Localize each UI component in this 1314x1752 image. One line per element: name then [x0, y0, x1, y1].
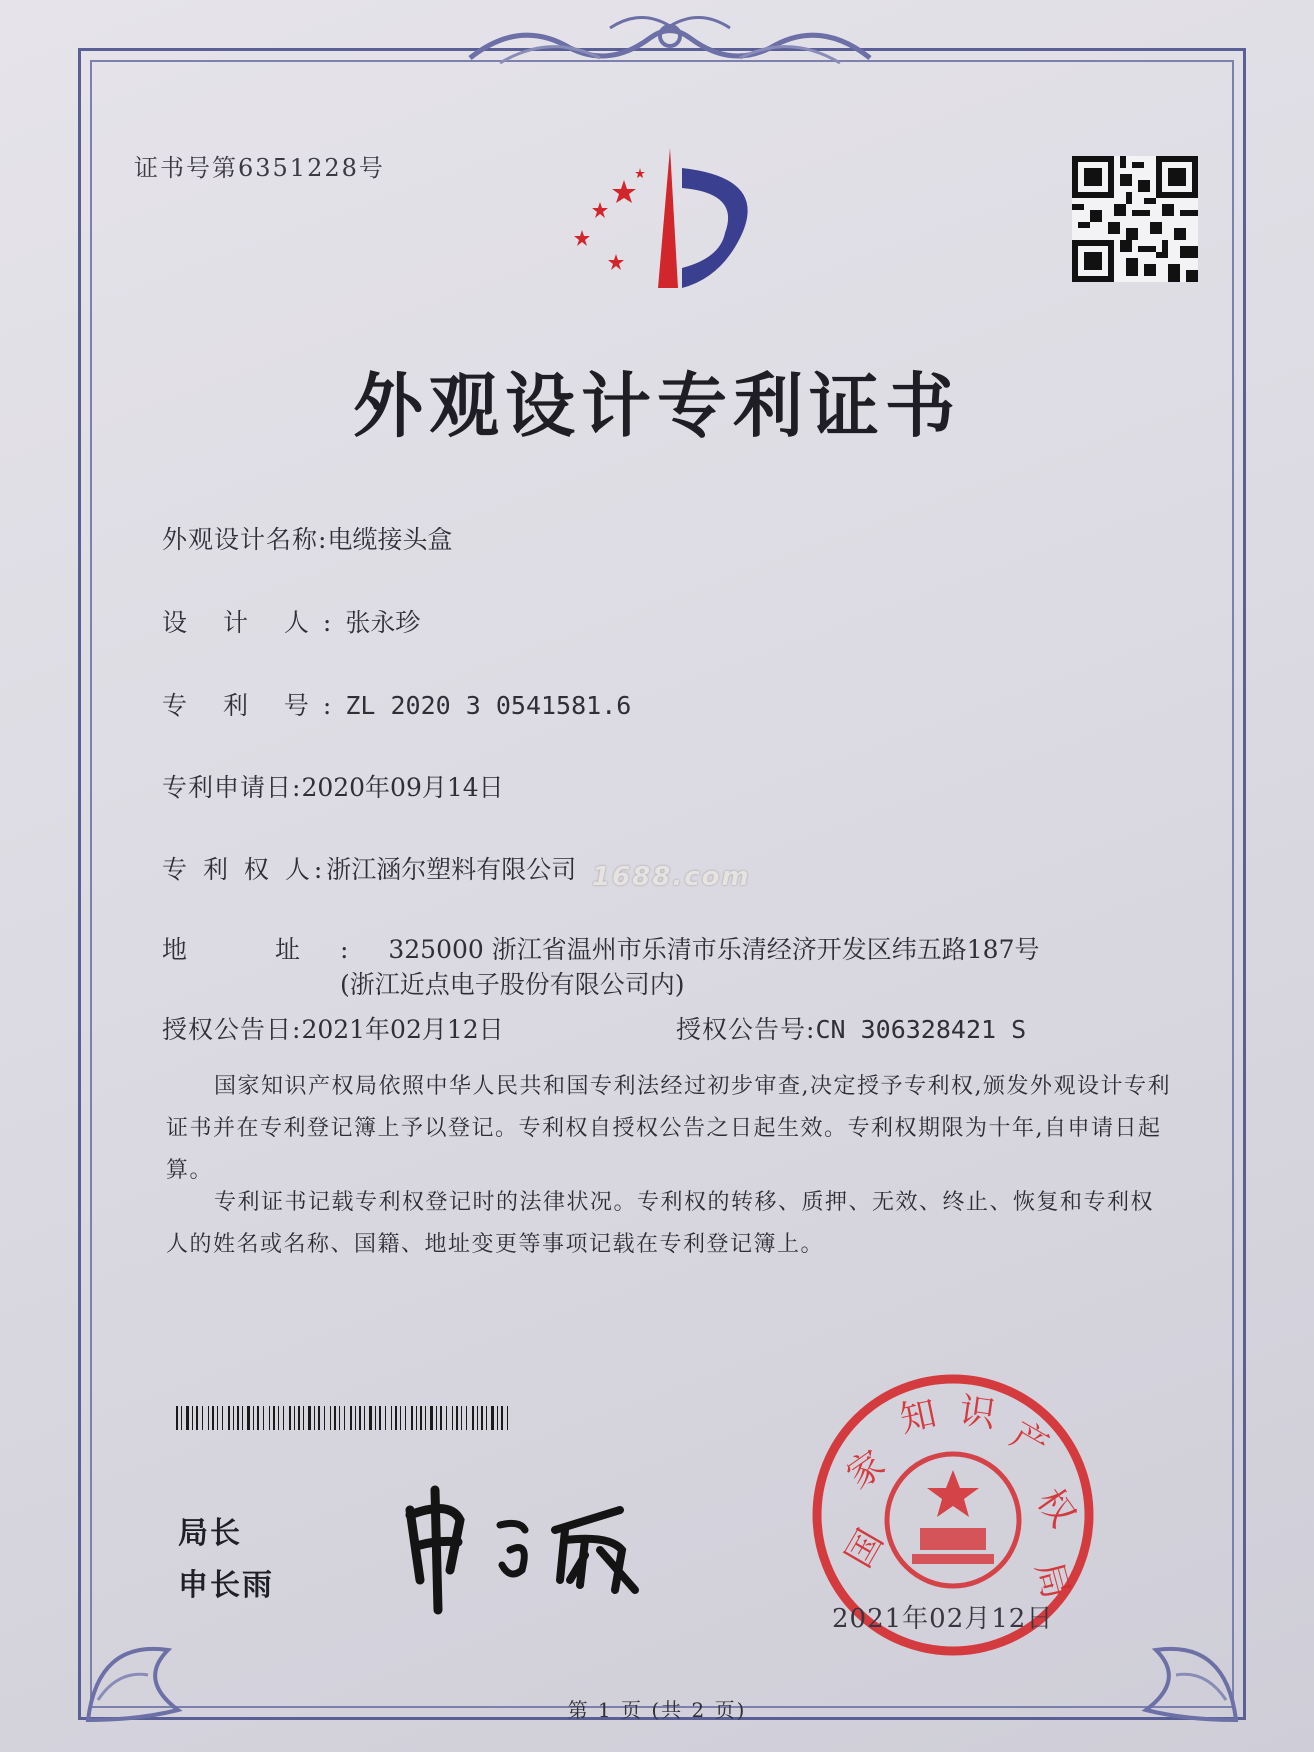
svg-text:权: 权 [1028, 1481, 1083, 1535]
grant-date-value: 2021年02月12日 [301, 1015, 504, 1044]
svg-text:知: 知 [896, 1393, 941, 1441]
grant-date-field [162, 1010, 504, 1046]
svg-text:国: 国 [838, 1522, 892, 1575]
svg-text:识: 识 [956, 1390, 999, 1436]
barcode-icon [176, 1406, 516, 1430]
address-line1: 325000 浙江省温州市乐清市乐清经济开发区纬五路187号 [388, 935, 1040, 964]
body-paragraph-1: 国家知识产权局依照中华人民共和国专利法经过初步审查,决定授予专利权,颁发外观设计专利证书并在专利登记簿上予以登记。专利权自授权公告之日起生效。专利权期限为十年,自申请日起算。 [166, 1074, 1171, 1183]
designer-field [162, 603, 420, 639]
patent-number-label: 专 利 号: [162, 691, 346, 720]
design-name-value: 电缆接头盒 [327, 525, 453, 554]
address-line2-row [340, 965, 685, 1001]
filing-date-value: 2020年09月14日 [301, 773, 504, 802]
svg-text:产: 产 [1003, 1414, 1056, 1468]
certificate-number: 证书号第6351228号 [134, 154, 385, 182]
grant-date-label: 授权公告日: [162, 1015, 302, 1044]
grant-number-label: 授权公告号: [676, 1015, 816, 1044]
director-name: 申长雨 [178, 1568, 274, 1603]
qr-code-icon [1072, 156, 1198, 282]
top-ornament-icon [460, 8, 880, 78]
body-paragraph-2: 专利证书记载专利权登记时的法律状况。专利权的转移、质押、无效、终止、恢复和专利权人的姓名或名称、国籍、地址变更等事项记载在专利登记簿上。 [166, 1190, 1155, 1257]
patentee-label: 专 利 权 人: [162, 855, 327, 884]
grant-number-field [676, 1010, 1026, 1046]
seal-date: 2021年02月12日 [832, 1604, 1054, 1634]
svg-text:家: 家 [839, 1443, 893, 1498]
svg-text:局: 局 [1027, 1557, 1077, 1604]
grant-number-value: CN 306328421 S [815, 1015, 1027, 1044]
design-name-label: 外观设计名称: [162, 525, 328, 554]
patent-number-value: ZL 2020 3 0541581.6 [345, 691, 632, 720]
certificate-title: 外观设计专利证书 [353, 365, 961, 447]
filing-date-label: 专利申请日: [162, 773, 302, 802]
patent-number-field [162, 686, 631, 722]
designer-label: 设 计 人: [162, 608, 346, 637]
patentee-value: 浙江涵尔塑料有限公司 [326, 855, 577, 884]
filing-date-field [162, 768, 504, 804]
address-label: 地 址: [162, 935, 389, 964]
page-number-footer: 第 1 页 (共 2 页) [567, 1698, 747, 1722]
design-name-field [162, 520, 452, 556]
cnipa-emblem-icon [560, 138, 780, 298]
address-line2: (浙江近点电子股份有限公司内) [340, 970, 685, 999]
patentee-field [162, 850, 576, 886]
director-signature-icon [390, 1470, 690, 1620]
designer-value: 张永珍 [345, 608, 421, 637]
director-title: 局长 [178, 1516, 242, 1551]
address-field [162, 930, 1039, 966]
watermark-text: 1688.com [592, 862, 751, 892]
